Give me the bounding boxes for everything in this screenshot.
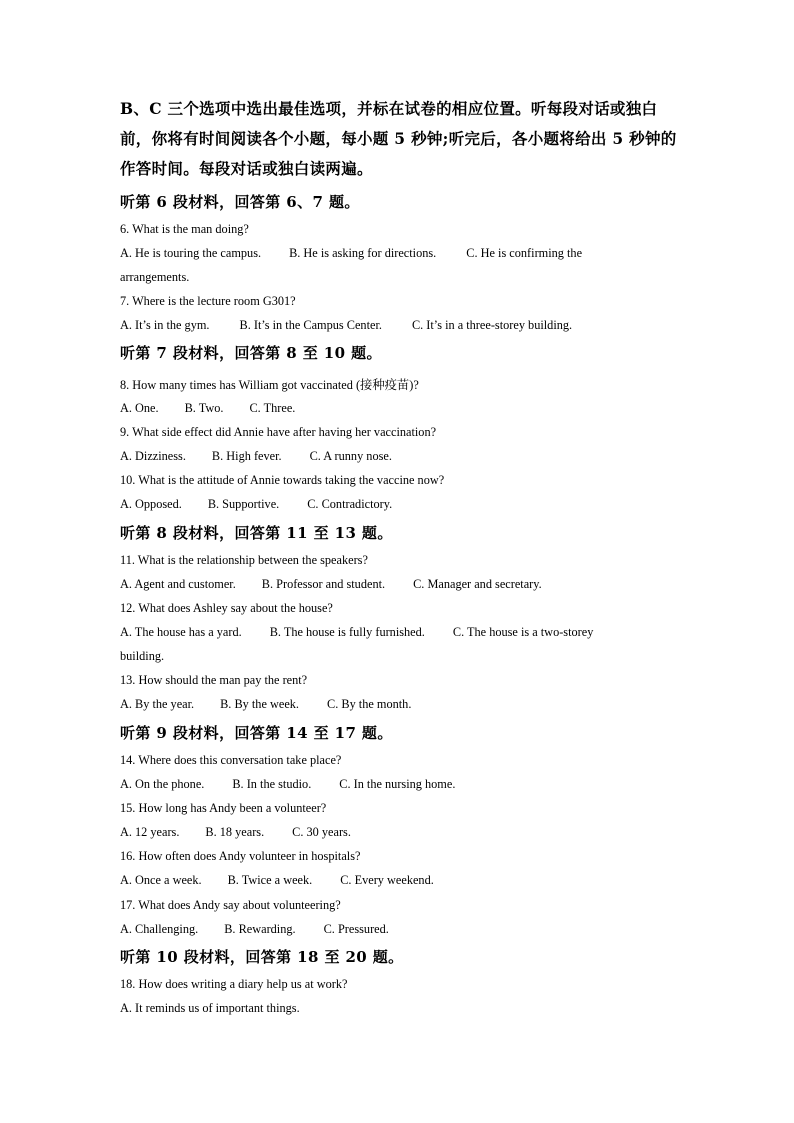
option-a: A. It’s in the gym. [120,318,210,332]
question-stem: 8. How many times has William got vaccinated (接种疫苗)? [120,378,419,392]
option-a: A. Opposed. [120,497,182,511]
option-b: B. High fever. [211,449,282,463]
option-wrap: arrangements. [120,270,190,284]
question-stem: 7. Where is the lecture room G301? [120,294,296,308]
option-a: A. Once a week. [120,873,202,887]
option-b: B. Twice a week. [227,873,313,887]
intro-line-2: 前，你将有时间阅读各个小题，每小题 5 秒钟;听完后，各小题将给出 5 秒钟的 [120,129,677,148]
question-options [120,318,572,333]
question-stem: 17. What does Andy say about volunteering? [120,898,341,912]
option-wrap: building. [120,649,165,663]
option-b: B. Two. [184,401,224,415]
question-stem: 13. How should the man pay the rent? [120,673,308,687]
question-options [120,449,392,464]
option-b: B. It’s in the Campus Center. [239,318,382,332]
option-c: C. A runny nose. [309,449,392,463]
question-options [120,873,434,888]
question-stem: 9. What side effect did Annie have after having her vaccination? [120,425,437,439]
option-c: C. Every weekend. [340,873,434,887]
section-heading: 听第 6 段材料，回答第 6、7 题。 [120,193,360,211]
option-c: C. Three. [249,401,296,415]
option-c: C. Manager and secretary. [413,577,542,591]
question-options [120,1001,300,1016]
option-b: B. Rewarding. [224,922,296,936]
section-heading: 听第 7 段材料，回答第 8 至 10 题。 [120,344,382,362]
option-b: B. Supportive. [207,497,280,511]
option-a: A. It reminds us of important things. [120,1001,300,1015]
option-a: A. Challenging. [120,922,199,936]
option-b: B. The house is fully furnished. [269,625,425,639]
question-stem: 11. What is the relationship between the speakers? [120,553,368,567]
question-options [120,246,582,261]
intro-line-1: B、C 三个选项中选出最佳选项，并标在试卷的相应位置。听每段对话或独白 [120,99,658,118]
question-stem: 10. What is the attitude of Annie towards taking the vaccine now? [120,473,445,487]
question-options [120,577,542,592]
section-heading: 听第 9 段材料，回答第 14 至 17 题。 [120,724,393,742]
option-c: C. In the nursing home. [339,777,456,791]
section-heading: 听第 8 段材料，回答第 11 至 13 题。 [120,524,393,542]
option-a: A. Agent and customer. [120,577,236,591]
option-a: A. By the year. [120,697,195,711]
question-stem: 12. What does Ashley say about the house? [120,601,333,615]
option-c: C. Pressured. [323,922,389,936]
option-c: C. Contradictory. [307,497,393,511]
question-stem: 18. How does writing a diary help us at work? [120,977,348,991]
question-options [120,697,411,712]
question-options [120,497,392,512]
option-b: B. By the week. [220,697,300,711]
option-c: C. The house is a two-storey [452,625,594,639]
option-b: B. In the studio. [232,777,312,791]
question-options [120,777,455,792]
intro-line-3: 作答时间。每段对话或独白读两遍。 [120,159,373,178]
option-a: A. He is touring the campus. [120,246,262,260]
question-options [120,825,351,840]
question-options [120,625,593,640]
option-a: A. On the phone. [120,777,205,791]
question-options [120,922,389,937]
question-options [120,401,295,416]
option-b: B. 18 years. [205,825,265,839]
option-c: C. 30 years. [292,825,351,839]
option-a: A. 12 years. [120,825,180,839]
question-stem: 14. Where does this conversation take place? [120,753,342,767]
option-b: B. He is asking for directions. [289,246,437,260]
option-a: A. One. [120,401,159,415]
option-a: A. Dizziness. [120,449,186,463]
option-b: B. Professor and student. [261,577,386,591]
section-heading: 听第 10 段材料，回答第 18 至 20 题。 [120,948,404,966]
question-stem: 6. What is the man doing? [120,222,249,236]
option-c: C. By the month. [327,697,412,711]
option-c: C. It’s in a three-storey building. [411,318,573,332]
question-stem: 16. How often does Andy volunteer in hospitals? [120,849,361,863]
option-c: C. He is confirming the [466,246,583,260]
question-stem: 15. How long has Andy been a volunteer? [120,801,327,815]
option-a: A. The house has a yard. [120,625,242,639]
